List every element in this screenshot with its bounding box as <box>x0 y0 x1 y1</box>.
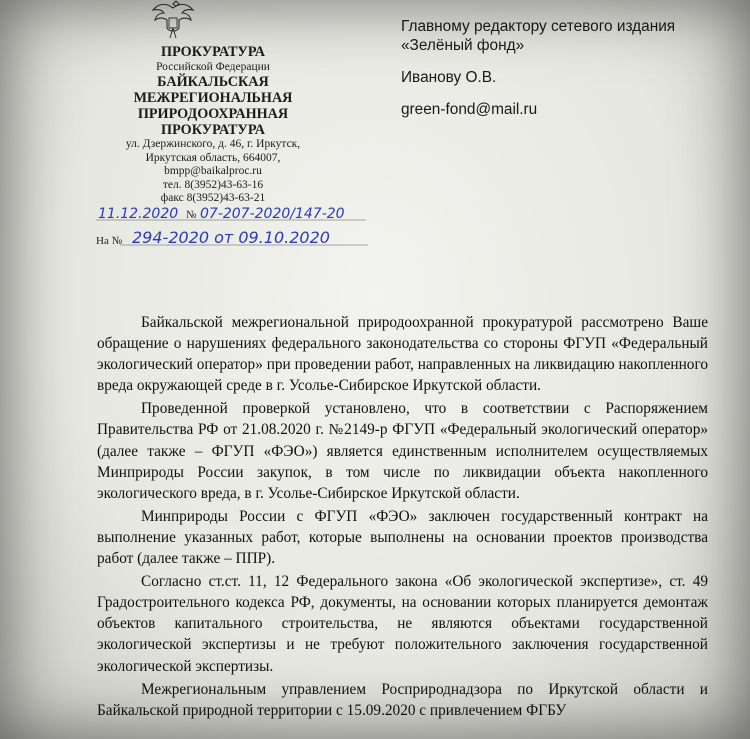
org-name-line: МЕЖРЕГИОНАЛЬНАЯ <box>133 90 293 106</box>
sender-block <box>78 44 348 206</box>
double-headed-eagle-icon <box>150 0 196 40</box>
org-name-line: БАЙКАЛЬСКАЯ <box>157 74 269 90</box>
body-paragraph: Межрегиональным управлением Росприроднадзора по Иркутской области и Байкальской природной территории с 15.09.2020 с привлечением ФГБУ <box>97 680 708 719</box>
org-name-line: ПРИРОДООХРАННАЯ <box>137 106 289 122</box>
sender-address: ул. Дзержинского, д. 46, г. Иркутск, <box>125 138 301 150</box>
org-name-line: Российской Федерации <box>156 61 270 73</box>
body-paragraph: Проведенной проверкой установлено, что в соответствии с Распоряжением Правительства РФ от 21.08.2020 г. №2149-р ФГУП «Федеральный экологический оператор» (далее также – ФГУП «ФЭО») является единственным исполнителем осуществляемых Минприроды России закупок, в том числе по ликвидации объекта накопленного экологического вреда, в г. Усолье-Сибирское Иркутской области. <box>97 400 708 502</box>
registration-block <box>96 203 396 253</box>
addressee-block <box>401 17 675 119</box>
registration-number: 07-207-2020/147-20 <box>200 206 345 222</box>
addressee-title: Главному редактору сетевого издания <box>401 18 676 35</box>
body-paragraph: Согласно ст.ст. 11, 12 Федерального закона «Об экологической экспертизе», ст. 49 Градостроительного кодекса РФ, документы, на основании которых планируется демонтаж объектов капитального строительства, не являются объектами государственной экологической экспертизы и не требуют положительного заключения государственной экологической экспертизы. <box>97 573 708 675</box>
sender-email: bmpp@baikalproc.ru <box>164 165 262 178</box>
sender-address: Иркутская область, 664007, <box>145 151 281 164</box>
body-paragraph: Минприроды России с ФГУП «ФЭО» заключен государственный контракт на выполнение указанных работ, которые выполнены на основании проектов производства работ (далее также – ППР). <box>97 507 708 568</box>
addressee-name: Иванову О.В. <box>401 69 497 86</box>
org-name-line: ПРОКУРАТУРА <box>161 122 265 138</box>
sender-phone: тел. 8(3952)43-63-16 <box>162 178 264 191</box>
sender-fax: факс 8(3952)43-63-21 <box>160 192 266 205</box>
reference-number: 294-2020 от 09.10.2020 <box>132 228 330 247</box>
body-paragraph: Байкальской межрегиональной природоохранной прокуратурой рассмотрено Ваше обращение о нарушениях федерального законодательства со стороны ФГУП «Федеральный экологический оператор» при проведении работ, направленных на ликвидацию накопленного вреда окружающей среде в г. Усолье-Сибирское Иркутской области. <box>97 314 708 395</box>
org-name-line: ПРОКУРАТУРА <box>161 44 265 60</box>
registration-number-prefix: № <box>186 209 197 221</box>
addressee-email: green-fond@mail.ru <box>401 101 538 118</box>
reference-prefix: На № <box>96 235 123 247</box>
addressee-publication: «Зелёный фонд» <box>401 37 525 54</box>
registration-date: 11.12.2020 <box>98 206 179 222</box>
letter-body <box>97 312 708 723</box>
